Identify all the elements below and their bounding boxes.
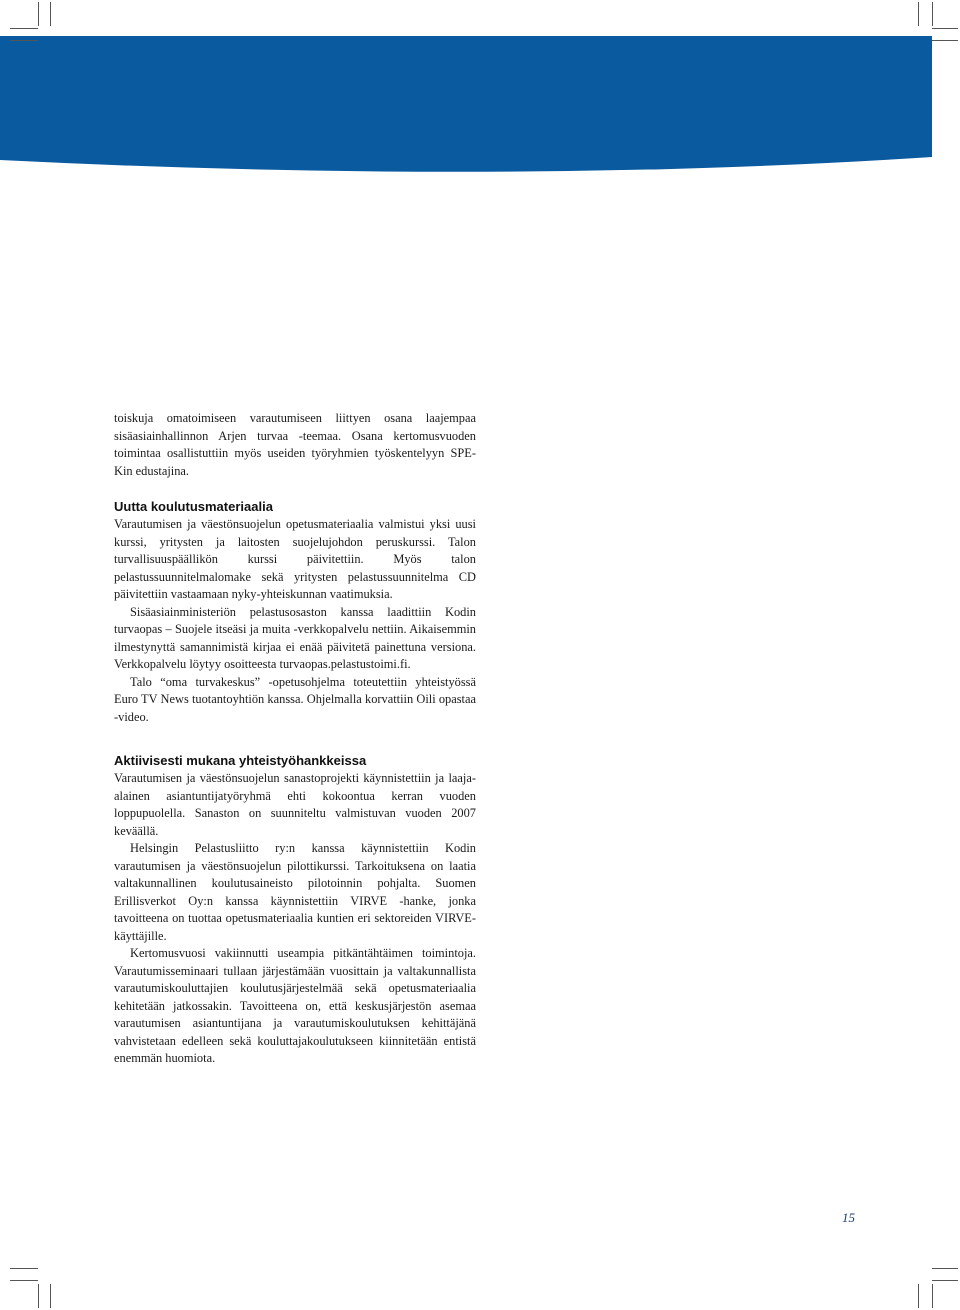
crop-mark-bl-h2 [10,1280,38,1281]
crop-mark-tr-h1 [932,28,958,29]
crop-mark-br-v1 [918,1284,919,1308]
crop-mark-bl-v1 [38,1284,39,1308]
crop-mark-tl-h1 [10,28,38,29]
intro-paragraph: toiskuja omatoimiseen varautumiseen liittyen osana laajempaa sisäasiainhallinnon Arjen turvaa -teemaa. Osana kertomusvuoden toimintaa osallistuttiin myös useiden työryhmien työskentelyyn SPE-Kin edustajina. [114,411,476,478]
crop-mark-tr-v2 [932,2,933,26]
crop-mark-tl-h2 [10,40,38,41]
crop-mark-bl-h1 [10,1268,38,1269]
section-heading-koulutusmateriaali: Uutta koulutusmateriaalia [114,499,273,514]
crop-mark-tr-v1 [918,2,919,26]
paragraph: Varautumisen ja väestönsuojelun sanastoprojekti käynnistettiin ja laaja-alainen asiantuntijatyöryhmä ehti kokoontua kerran vuoden loppupuolella. Sanaston on suunniteltu valmistuvan vuoden 2007 keväällä. [114,771,476,838]
paragraph: Sisäasiainministeriön pelastusosaston kanssa laadittiin Kodin turvaopas – Suojele itseäsi ja muita -verkkopalvelu nettiin. Aikaisemmin ilmestynyttä samannimistä kirjaa ei enää päivitetä painettuna versiona. Verkkopalvelu löytyy osoitteesta turvaopas.pelastustoimi.fi. [114,604,476,671]
section-heading-yhteistyohankkeet: Aktiivisesti mukana yhteistyöhankkeissa [114,753,367,768]
text-column [114,410,476,1068]
header-banner [0,0,960,180]
banner-shape [0,36,932,172]
page-number: 15 [842,1210,855,1225]
crop-mark-br-v2 [932,1284,933,1308]
paragraph: Talo “oma turvakeskus” -opetusohjelma toteutettiin yhteistyössä Euro TV News tuotantoyhtiön kanssa. Ohjelmalla korvattiin Oili opastaa -video. [114,674,476,724]
paragraph: Helsingin Pelastusliitto ry:n kanssa käynnistettiin Kodin varautumisen ja väestönsuojelun pilottikurssi. Tarkoituksena on laatia valtakunnallinen koulutusaineisto pilotoinnin pohjalta. Suomen Erillisverkot Oy:n kanssa käynnistettiin VIRVE -hanke, jonka tavoitteena on tuottaa opetusmateriaalia kuntien eri sektoreiden VIRVE- käyttäjille. [114,841,476,943]
paragraph: Kertomusvuosi vakiinnutti useampia pitkäntähtäimen toimintoja. Varautumisseminaari tullaan järjestämään vuosittain ja valtakunnallista varautumiskouluttajien koulutusjärjestelmää sekä opetusmateriaalia kehitetään jatkossakin. Tavoitteena on, että keskusjärjestön asemaa varautumisen asiantuntijana ja varautumiskoulutuksen kehittäjänä vahvistetaan edelleen sekä kouluttajakoulutukseen kiinnitetään entistä enemmän huomiota. [114,946,476,1065]
crop-mark-bl-v2 [50,1284,51,1308]
crop-mark-br-h2 [932,1280,958,1281]
crop-mark-tr-h2 [932,40,958,41]
crop-mark-br-h1 [932,1268,958,1269]
crop-mark-tl-v1 [38,2,39,26]
paragraph: Varautumisen ja väestönsuojelun opetusmateriaalia valmistui yksi uusi kurssi, yritysten ja laitosten suojelujohdon peruskurssi. Talon turvallisuuspäällikön kurssi päivitettiin. Myös talon pelastussuunnitelmalomake sekä yritysten pelastussuunnitelma CD päivitettiin vastaamaan nyky-yhteiskunnan vaatimuksia. [114,517,476,601]
crop-mark-tl-v2 [50,2,51,26]
